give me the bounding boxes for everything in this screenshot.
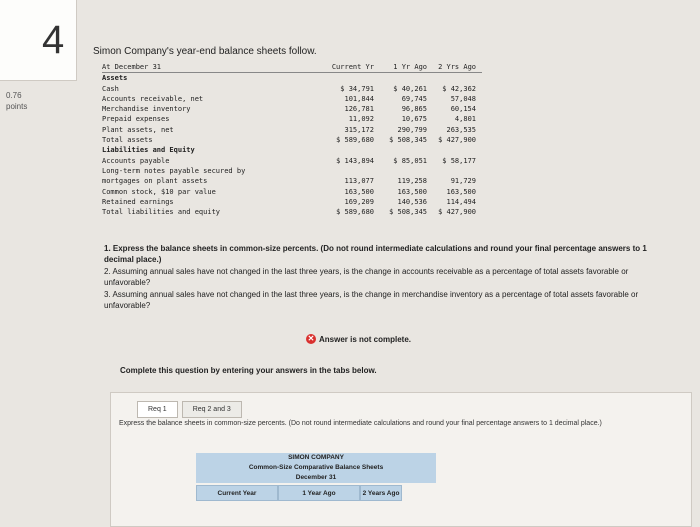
answer-col-current-year: Current Year <box>196 485 278 501</box>
question-prompt: Simon Company's year-end balance sheets follow. <box>93 46 317 57</box>
answer-column-headers <box>196 485 402 501</box>
points-label: points <box>6 102 28 111</box>
row-1-yr-ago: $ 40,261 <box>393 84 427 93</box>
row-current-year: 126,781 <box>344 105 374 114</box>
row-label: Liabilities and Equity <box>102 146 195 155</box>
row-2-yrs-ago: $ 427,900 <box>438 136 476 145</box>
row-current-year: $ 34,791 <box>340 84 374 93</box>
balance-sheet-row <box>102 135 482 145</box>
header-1-yr-ago: 1 Yr Ago <box>393 63 427 71</box>
row-2-yrs-ago: 57,048 <box>450 94 476 103</box>
row-label: Merchandise inventory <box>102 105 191 114</box>
row-1-yr-ago: 10,675 <box>401 115 427 124</box>
row-2-yrs-ago: 163,500 <box>446 187 476 196</box>
answer-panel <box>110 392 692 527</box>
balance-sheet-row <box>102 197 482 207</box>
row-current-year: $ 589,680 <box>336 208 374 217</box>
row-2-yrs-ago: $ 42,362 <box>442 84 476 93</box>
row-label: Total assets <box>102 136 153 145</box>
row-label: Retained earnings <box>102 197 174 206</box>
instruction-item-2: 2. Assuming annual sales have not changed in the last three years, is the change in accounts receivable as a percentage of total assets favorable or unfavorable? <box>104 267 629 287</box>
balance-sheet-row <box>102 84 482 94</box>
balance-sheet-row <box>102 166 482 176</box>
row-label: Common stock, $10 par value <box>102 187 216 196</box>
x-circle-icon: ✕ <box>307 334 315 343</box>
balance-sheet-row <box>102 176 482 186</box>
tab-req-2-and-3[interactable]: Req 2 and 3 <box>182 401 242 418</box>
row-label: Cash <box>102 84 119 93</box>
req-tabs <box>137 401 246 418</box>
row-label: Prepaid expenses <box>102 115 170 124</box>
row-2-yrs-ago: $ 427,900 <box>438 208 476 217</box>
answer-status <box>306 334 411 344</box>
answer-panel-instruction: Express the balance sheets in common-size percents. (Do not round intermediate calculations and round your final percentage answers to 1 decimal place.) <box>119 420 602 427</box>
answer-table-title <box>196 453 436 483</box>
instructions <box>104 243 670 312</box>
balance-sheet-row <box>102 104 482 114</box>
balance-sheet-table <box>102 62 482 217</box>
row-1-yr-ago: 69,745 <box>401 94 427 103</box>
row-2-yrs-ago: 263,535 <box>446 125 476 134</box>
row-1-yr-ago: $ 508,345 <box>389 208 427 217</box>
row-label: Total liabilities and equity <box>102 208 221 217</box>
row-label: Accounts receivable, net <box>102 94 204 103</box>
tab-req-1[interactable]: Req 1 <box>137 401 178 418</box>
question-number-box <box>0 0 77 81</box>
row-current-year: 11,092 <box>348 115 374 124</box>
instruction-item-3: 3. Assuming annual sales have not changed in the last three years, is the change in merchandise inventory as a percentage of total assets favorable or unfavorable? <box>104 290 639 310</box>
row-2-yrs-ago: $ 58,177 <box>442 156 476 165</box>
row-current-year: $ 143,894 <box>336 156 374 165</box>
row-1-yr-ago: $ 85,051 <box>393 156 427 165</box>
row-2-yrs-ago: 91,729 <box>450 177 476 186</box>
row-label: Accounts payable <box>102 156 170 165</box>
points-display <box>6 90 27 112</box>
answer-title-date: December 31 <box>295 474 337 481</box>
question-number: 4 <box>42 18 65 62</box>
row-1-yr-ago: 96,865 <box>401 105 427 114</box>
row-2-yrs-ago: 60,154 <box>450 105 476 114</box>
row-label: Plant assets, net <box>102 125 174 134</box>
row-1-yr-ago: 290,799 <box>397 125 427 134</box>
row-current-year: 163,500 <box>344 187 374 196</box>
row-1-yr-ago: 140,536 <box>397 197 427 206</box>
instruction-item-1: 1. Express the balance sheets in common-size percents. (Do not round intermediate calculations and round your final percentage answers to 1 decimal place.) <box>104 244 647 264</box>
row-current-year: 101,844 <box>344 94 374 103</box>
points-value: 0.76 <box>6 91 22 100</box>
answer-col-2-years-ago: 2 Years Ago <box>360 485 402 501</box>
balance-sheet-row <box>102 125 482 135</box>
row-current-year: $ 589,680 <box>336 136 374 145</box>
complete-note: Complete this question by entering your answers in the tabs below. <box>120 366 377 375</box>
row-1-yr-ago: 119,258 <box>397 177 427 186</box>
row-current-year: 315,172 <box>344 125 374 134</box>
header-2-yrs-ago: 2 Yrs Ago <box>438 63 476 71</box>
answer-status-text: Answer is not complete. <box>319 334 412 344</box>
row-label: Long-term notes payable secured by <box>102 166 246 175</box>
row-2-yrs-ago: 114,494 <box>446 197 476 206</box>
header-label: At December 31 <box>102 63 162 71</box>
row-1-yr-ago: 163,500 <box>397 187 427 196</box>
answer-title-company: SIMON COMPANY <box>288 454 344 461</box>
row-2-yrs-ago: 4,801 <box>454 115 476 124</box>
balance-sheet-row <box>102 145 482 155</box>
balance-sheet-row <box>102 94 482 104</box>
answer-title-statement: Common-Size Comparative Balance Sheets <box>248 464 384 471</box>
header-current-year: Current Yr <box>331 63 374 71</box>
balance-sheet-row <box>102 73 482 83</box>
row-current-year: 113,077 <box>344 177 374 186</box>
balance-sheet-header <box>102 62 482 73</box>
row-label: mortgages on plant assets <box>102 177 208 186</box>
balance-sheet-row <box>102 114 482 124</box>
balance-sheet-row <box>102 156 482 166</box>
row-label: Assets <box>102 74 128 83</box>
row-current-year: 169,209 <box>344 197 374 206</box>
row-1-yr-ago: $ 508,345 <box>389 136 427 145</box>
balance-sheet-row <box>102 187 482 197</box>
answer-col-1-year-ago: 1 Year Ago <box>278 485 360 501</box>
balance-sheet-row <box>102 207 482 217</box>
